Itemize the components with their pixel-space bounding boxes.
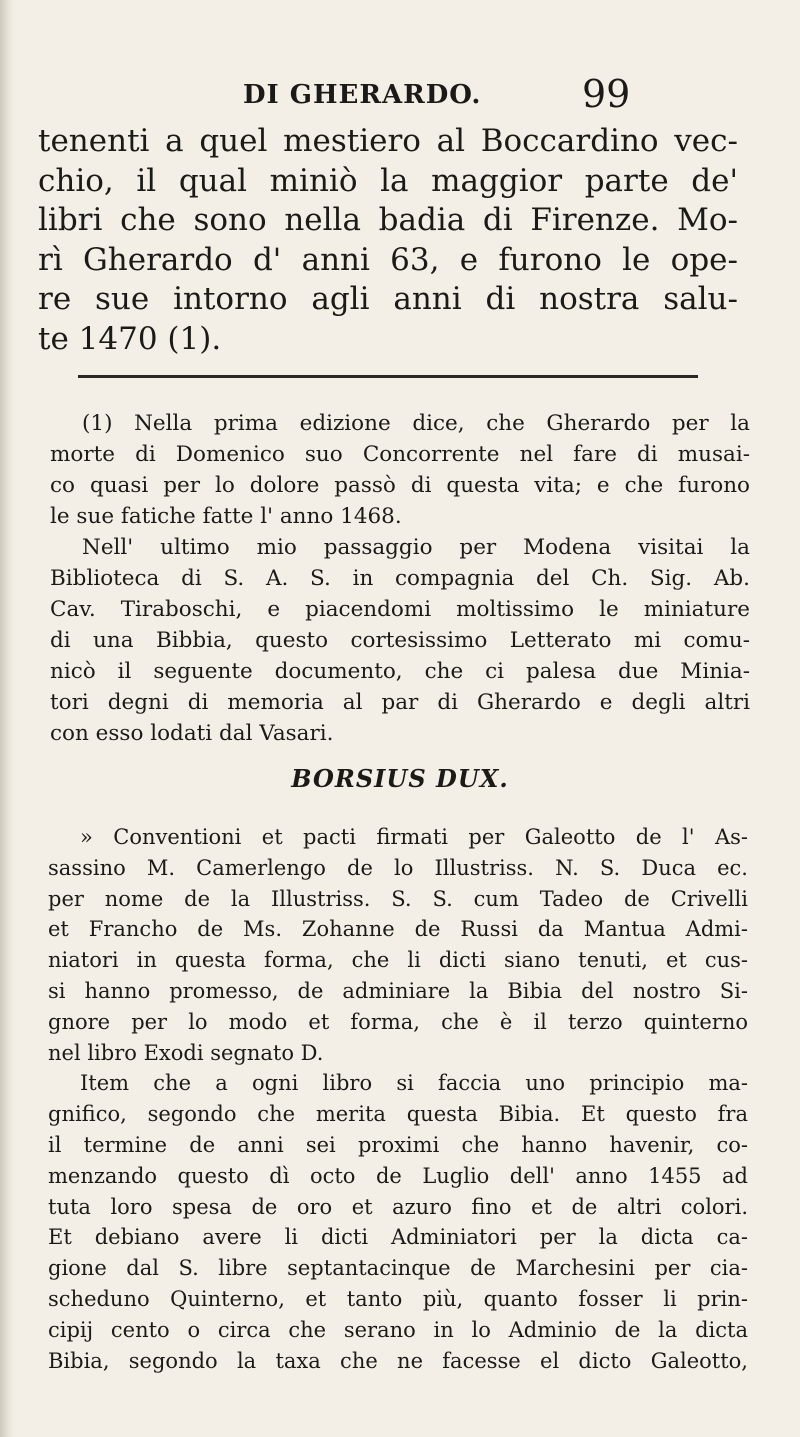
document-line: » Conventioni et pacti firmati per Galeotto de l' As- xyxy=(80,825,748,849)
document-line: tuta loro spesa de oro et azuro fino et de altri colori. xyxy=(48,1194,748,1219)
document-line: Et debiano avere li dicti Adminiatori per la dicta ca- xyxy=(48,1225,748,1250)
footnote-line: (1) Nella prima edizione dice, che Gherardo per la xyxy=(82,411,750,436)
document-line: gnore per lo modo et forma, che è il terzo quinterno xyxy=(48,1009,748,1034)
footnote-line: nicò il seguente documento, che ci palesa due Minia- xyxy=(50,659,750,684)
document-line: nel libro Exodi segnato D. xyxy=(48,1040,324,1065)
document-line: sassino M. Camerlengo de lo Illustriss. N. S. Duca ec. xyxy=(48,855,748,880)
text-line: chio, il qual miniò la maggior parte de' xyxy=(38,162,738,199)
document-line: scheduno Quinterno, et tanto più, quanto fosser li prin- xyxy=(48,1286,748,1311)
text-line: libri che sono nella badia di Firenze. Mo- xyxy=(38,202,738,238)
footnote-line: morte di Domenico suo Concorrente nel fare di musai- xyxy=(50,442,750,467)
document-line: si hanno promesso, de adminiare la Bibia del nostro Si- xyxy=(48,978,748,1003)
text-line: te 1470 (1). xyxy=(38,320,222,357)
footnote-line: le sue fatiche fatte l' anno 1468. xyxy=(50,504,402,529)
footnote-line: Cav. Tiraboschi, e piacendomi moltissimo le miniature xyxy=(50,597,750,622)
main-text xyxy=(38,122,738,359)
document-line: Bibia, segondo la taxa che ne facesse el dicto Galeotto, xyxy=(48,1348,748,1373)
text-line: rì Gherardo d' anni 63, e furono le ope- xyxy=(38,241,738,278)
footnote-line: Nell' ultimo mio passaggio per Modena visitai la xyxy=(82,535,750,560)
footnote-line: tori degni di memoria al par di Gherardo e degli altri xyxy=(50,690,750,715)
footnote-line: co quasi per lo dolore passò di questa vita; e che furono xyxy=(50,473,750,498)
page-header xyxy=(0,72,800,122)
document-line: per nome de la Illustriss. S. S. cum Tadeo de Crivelli xyxy=(48,886,748,911)
document-line: menzando questo dì octo de Luglio dell' anno 1455 ad xyxy=(48,1163,748,1188)
page-number: 99 xyxy=(582,72,631,116)
document-line: gnifico, segondo che merita questa Bibia. Et questo fra xyxy=(48,1102,748,1127)
footnote-line: di una Bibbia, questo cortesissimo Letterato mi comu- xyxy=(50,628,750,653)
text-line: re sue intorno agli anni di nostra salu- xyxy=(38,281,738,317)
page-gutter-shadow xyxy=(0,0,14,1437)
footnote-line: Biblioteca di S. A. S. in compagnia del Ch. Sig. Ab. xyxy=(50,566,750,591)
footnote-line: con esso lodati dal Vasari. xyxy=(50,721,334,746)
running-head: DI GHERARDO. xyxy=(243,80,482,110)
document-line: gione dal S. libre septantacinque de Marchesini per cia- xyxy=(48,1256,748,1281)
document-line: Item che a ogni libro si faccia uno principio ma- xyxy=(80,1071,748,1096)
document-line: et Francho de Ms. Zohanne de Russi da Mantua Admi- xyxy=(48,917,748,942)
document-text xyxy=(48,822,748,1376)
document-line: il termine de anni sei proximi che hanno havenir, co- xyxy=(48,1132,748,1157)
document-title: BORSIUS DUX. xyxy=(291,764,509,793)
text-line: tenenti a quel mestiero al Boccardino vec- xyxy=(38,123,738,159)
footnote xyxy=(50,408,750,749)
footnote-rule xyxy=(78,375,698,378)
document-line: cipij cento o circa che serano in lo Adminio de la dicta xyxy=(48,1317,748,1342)
document-line: niatori in questa forma, che li dicti siano tenuti, et cus- xyxy=(48,948,748,973)
